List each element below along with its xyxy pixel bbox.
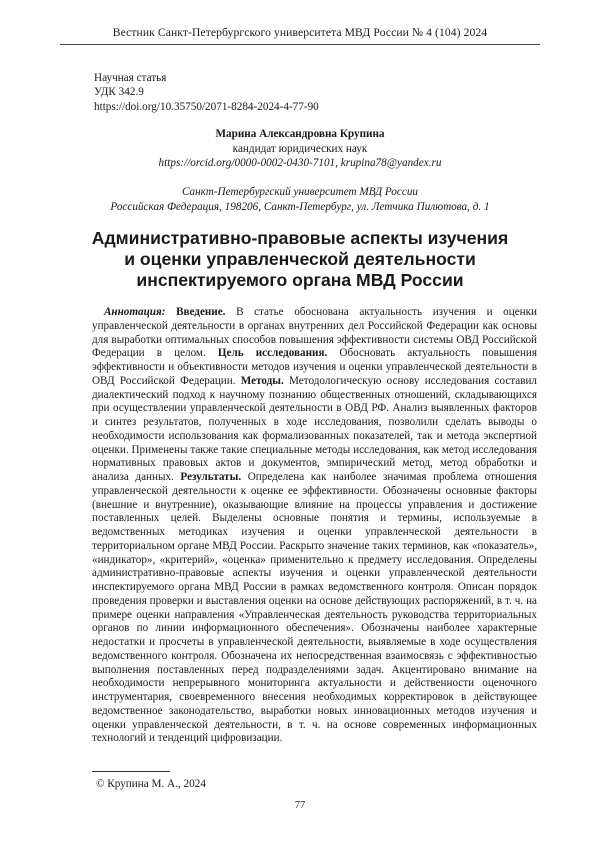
affiliation-university: Санкт-Петербургский университет МВД России: [181, 186, 419, 198]
methods-label: Методы.: [240, 374, 284, 387]
title-line: инспектируемого органа МВД России: [136, 270, 464, 290]
article-title: [80, 228, 520, 291]
goal-text: Обосновать актуальность повышения эффективности и объективности методов изучения и оценки управленческой деятельности в ОВД Российской Федерации.: [92, 347, 537, 387]
goal-label: Цель исследования.: [217, 347, 328, 360]
abstract: [92, 306, 537, 746]
abstract-label: Аннотация:: [104, 306, 166, 318]
results-label: Результаты.: [180, 471, 242, 483]
page-number: 77: [294, 800, 306, 811]
copyright: © Крупина М. А., 2024: [96, 778, 206, 790]
doi-link[interactable]: https://doi.org/10.35750/2071-8284-2024-4-77-90: [94, 100, 319, 113]
results-text: Определена как наиболее значимая проблема отношения управленческой деятельности к оценке ее эффективности. Обозначены основные факторы (внешние и внутренние), оказывающие влияние на процессы управления и достижение поставленных целей. Выделены основные понятия и термины, используемые в ведомственных методиках изучения и оценки управленческой деятельности в территориальном органе МВД России. Раскрыто значение таких терминов, как «показатель», «индикатор», «критерий», «оценка» применительно к предмету исследования. Определены административно-правовые аспекты изучения и оценки управленческой деятельности инспектируемого органа МВД России в рамках ведомственного контроля. Описан порядок проведения проверки и выставления оценки на основе действующих распоряжений, в т. ч. на примере оценки направления «Управленческая деятельность руководства территориальных органов по линии информационного обеспечения». Обозначены наиболее характерные недостатки и просчеты в управленческой деятельности, выявляемые в ходе осуществления ведомственного контроля. Обозначена их непосредственная взаимосвязь с эффективностью выполнения поставленных перед подразделениями задач. Акцентировано внимание на необходимости непрерывного мониторинга актуальности и действенности оценочного инструментария, своевременного внесения необходимых корректировок в действующее ведомственное законодательство, выработки новых инновационных методов изучения и оценки управленческой деятельности, в т. ч. на основе современных информационных технологий и тенденций цифровизации.: [92, 471, 537, 745]
title-line: и оценки управленческой деятельности: [124, 249, 476, 269]
intro-text: В статье обоснована актуальность изучения и оценки управленческой деятельности в органах внутренних дел Российской Федерации как основы для выработки оптимальных способов повышения эффективности системы ОВД Российской Федерации в целом.: [92, 306, 537, 360]
udk-code: УДК 342.9: [94, 86, 144, 99]
journal-header: [60, 26, 540, 45]
author-degree: кандидат юридических наук: [232, 142, 368, 155]
title-line: Административно-правовые аспекты изучения: [91, 228, 509, 248]
author-contacts[interactable]: https://orcid.org/0000-0002-0430-7101, krupina78@yandex.ru: [158, 157, 442, 170]
journal-title: Вестник Санкт-Петербургского университета МВД России № 4 (104) 2024: [112, 26, 488, 39]
intro-label: Введение.: [176, 306, 226, 318]
article-type: Научная статья: [94, 72, 167, 84]
author-name: Марина Александровна Крупина: [215, 128, 385, 140]
author-block: [100, 127, 500, 171]
methods-text: Методологическую основу исследования составил диалектический подход к научному познанию общественных отношений, складывающихся при осуществлении управленческой деятельности в ОВД РФ. Анализ выявленных факторов и синтез результатов, полученных в ходе исследования, позволили сделать выводы о необходимости использования как формализованных показателей, так и метода экспертной оценки. Применены также такие специальные методы исследования, как метод исследования нормативных правовых актов и документов, эмпирический метод, метод обработки и анализа данных.: [92, 374, 537, 483]
affiliation: [60, 185, 540, 214]
affiliation-address: Российская Федерация, 198206, Санкт-Петербург, ул. Летчика Пилютова, д. 1: [110, 200, 490, 213]
footnote-divider: [92, 771, 170, 772]
article-meta: [94, 71, 319, 114]
